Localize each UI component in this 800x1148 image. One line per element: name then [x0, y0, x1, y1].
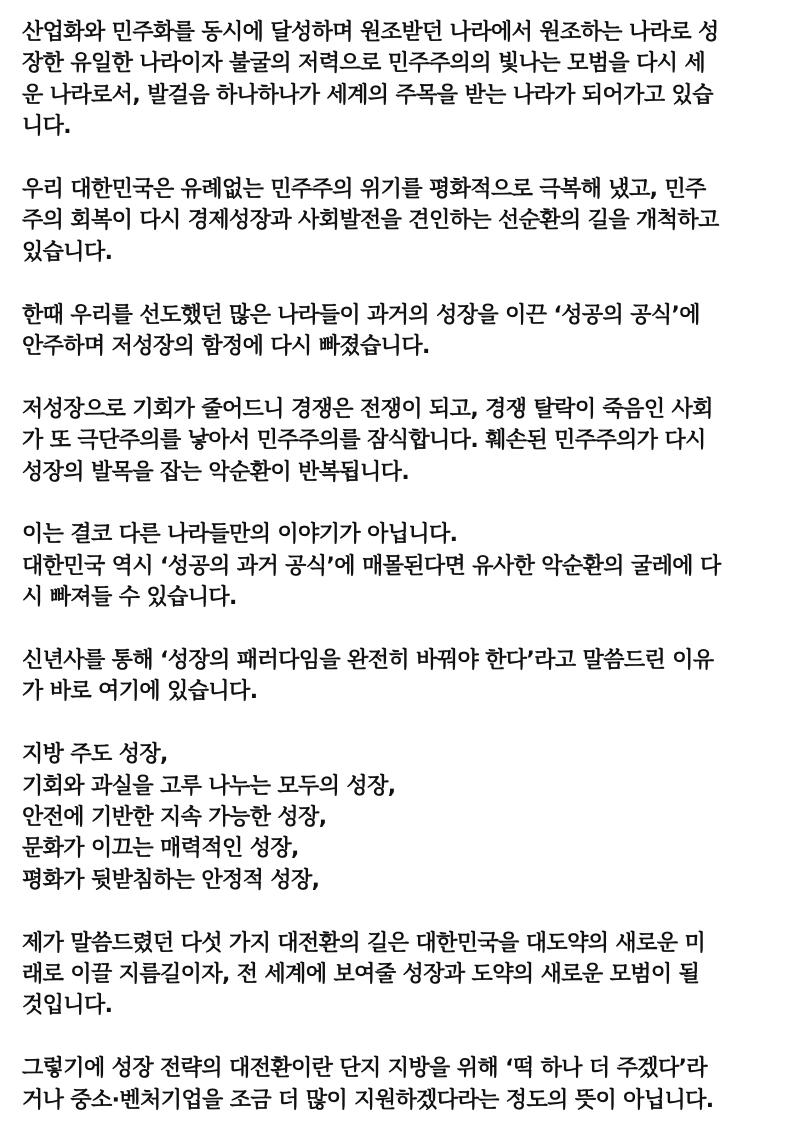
text-line: 제가 말씀드렸던 다섯 가지 대전환의 길은 대한민국을 대도약의 새로운 미 [22, 930, 706, 956]
paragraph-1 [22, 17, 800, 143]
text-line: 한때 우리를 선도했던 많은 나라들이 과거의 성장을 이끈 ‘성공의 공식’에 [22, 302, 700, 328]
text-line: 니다. [22, 114, 72, 140]
paragraph-5 [22, 519, 800, 613]
text-line: 장한 유일한 나라이자 불굴의 저력으로 민주주의의 빛나는 모범을 다시 세 [22, 51, 706, 77]
text-line: 래로 이끌 지름길이자, 전 세계에 보여줄 성장과 도약의 새로운 모범이 될 [22, 962, 700, 988]
text-line: 성장의 발목을 잡는 악순환이 반복됩니다. [22, 459, 410, 485]
paragraph-7-growth-list [22, 739, 800, 896]
paragraph-3 [22, 300, 800, 363]
text-line: 이는 결코 다른 나라들만의 이야기가 아닙니다. [22, 522, 458, 548]
paragraph-8 [22, 928, 800, 1022]
paragraph-2 [22, 174, 800, 268]
text-line: 안주하며 저성장의 함정에 다시 빠졌습니다. [22, 334, 430, 360]
list-item: 지방 주도 성장, [22, 742, 168, 768]
text-line: 저성장으로 기회가 줄어드니 경쟁은 전쟁이 되고, 경쟁 탈락이 죽음인 사회 [22, 396, 713, 422]
text-line: 산업화와 민주화를 동시에 달성하며 원조받던 나라에서 원조하는 나라로 성 [22, 20, 719, 45]
text-line: 것입니다. [22, 993, 113, 1019]
list-item: 평화가 뒷받침하는 안정적 성장, [22, 867, 320, 893]
list-item: 안전에 기반한 지속 가능한 성장, [22, 805, 327, 831]
text-line: 그렇기에 성장 전략의 대전환이란 단지 지방을 위해 ‘떡 하나 더 주겠다’라 [22, 1056, 708, 1082]
text-line: 시 빠져들 수 있습니다. [22, 585, 237, 611]
paragraph-4 [22, 394, 800, 488]
paragraph-9 [22, 1053, 800, 1116]
text-line: 우리 대한민국은 유례없는 민주주의 위기를 평화적으로 극복해 냈고, 민주 [22, 177, 706, 203]
list-item: 문화가 이끄는 매력적인 성장, [22, 836, 299, 862]
text-line: 거나 중소·벤처기업을 조금 더 많이 지원하겠다라는 정도의 뜻이 아닙니다. [22, 1087, 714, 1113]
text-line: 대한민국 역시 ‘성공의 과거 공식’에 매몰된다면 유사한 악순환의 굴레에 다 [22, 553, 721, 579]
text-line: 가 바로 여기에 있습니다. [22, 679, 258, 705]
text-line: 신년사를 통해 ‘성장의 패러다임을 완전히 바꿔야 한다’라고 말씀드린 이유 [22, 648, 714, 674]
paragraph-6 [22, 645, 800, 708]
text-line: 가 또 극단주의를 낳아서 민주주의를 잠식합니다. 훼손된 민주주의가 다시 [22, 428, 706, 454]
text-line: 운 나라로서, 발걸음 하나하나가 세계의 주목을 받는 나라가 되어가고 있습 [22, 82, 713, 108]
text-line: 주의 회복이 다시 경제성장과 사회발전을 견인하는 선순환의 길을 개척하고 [22, 208, 719, 234]
list-item: 기회와 과실을 고루 나누는 모두의 성장, [22, 773, 396, 799]
text-line: 있습니다. [22, 239, 113, 265]
